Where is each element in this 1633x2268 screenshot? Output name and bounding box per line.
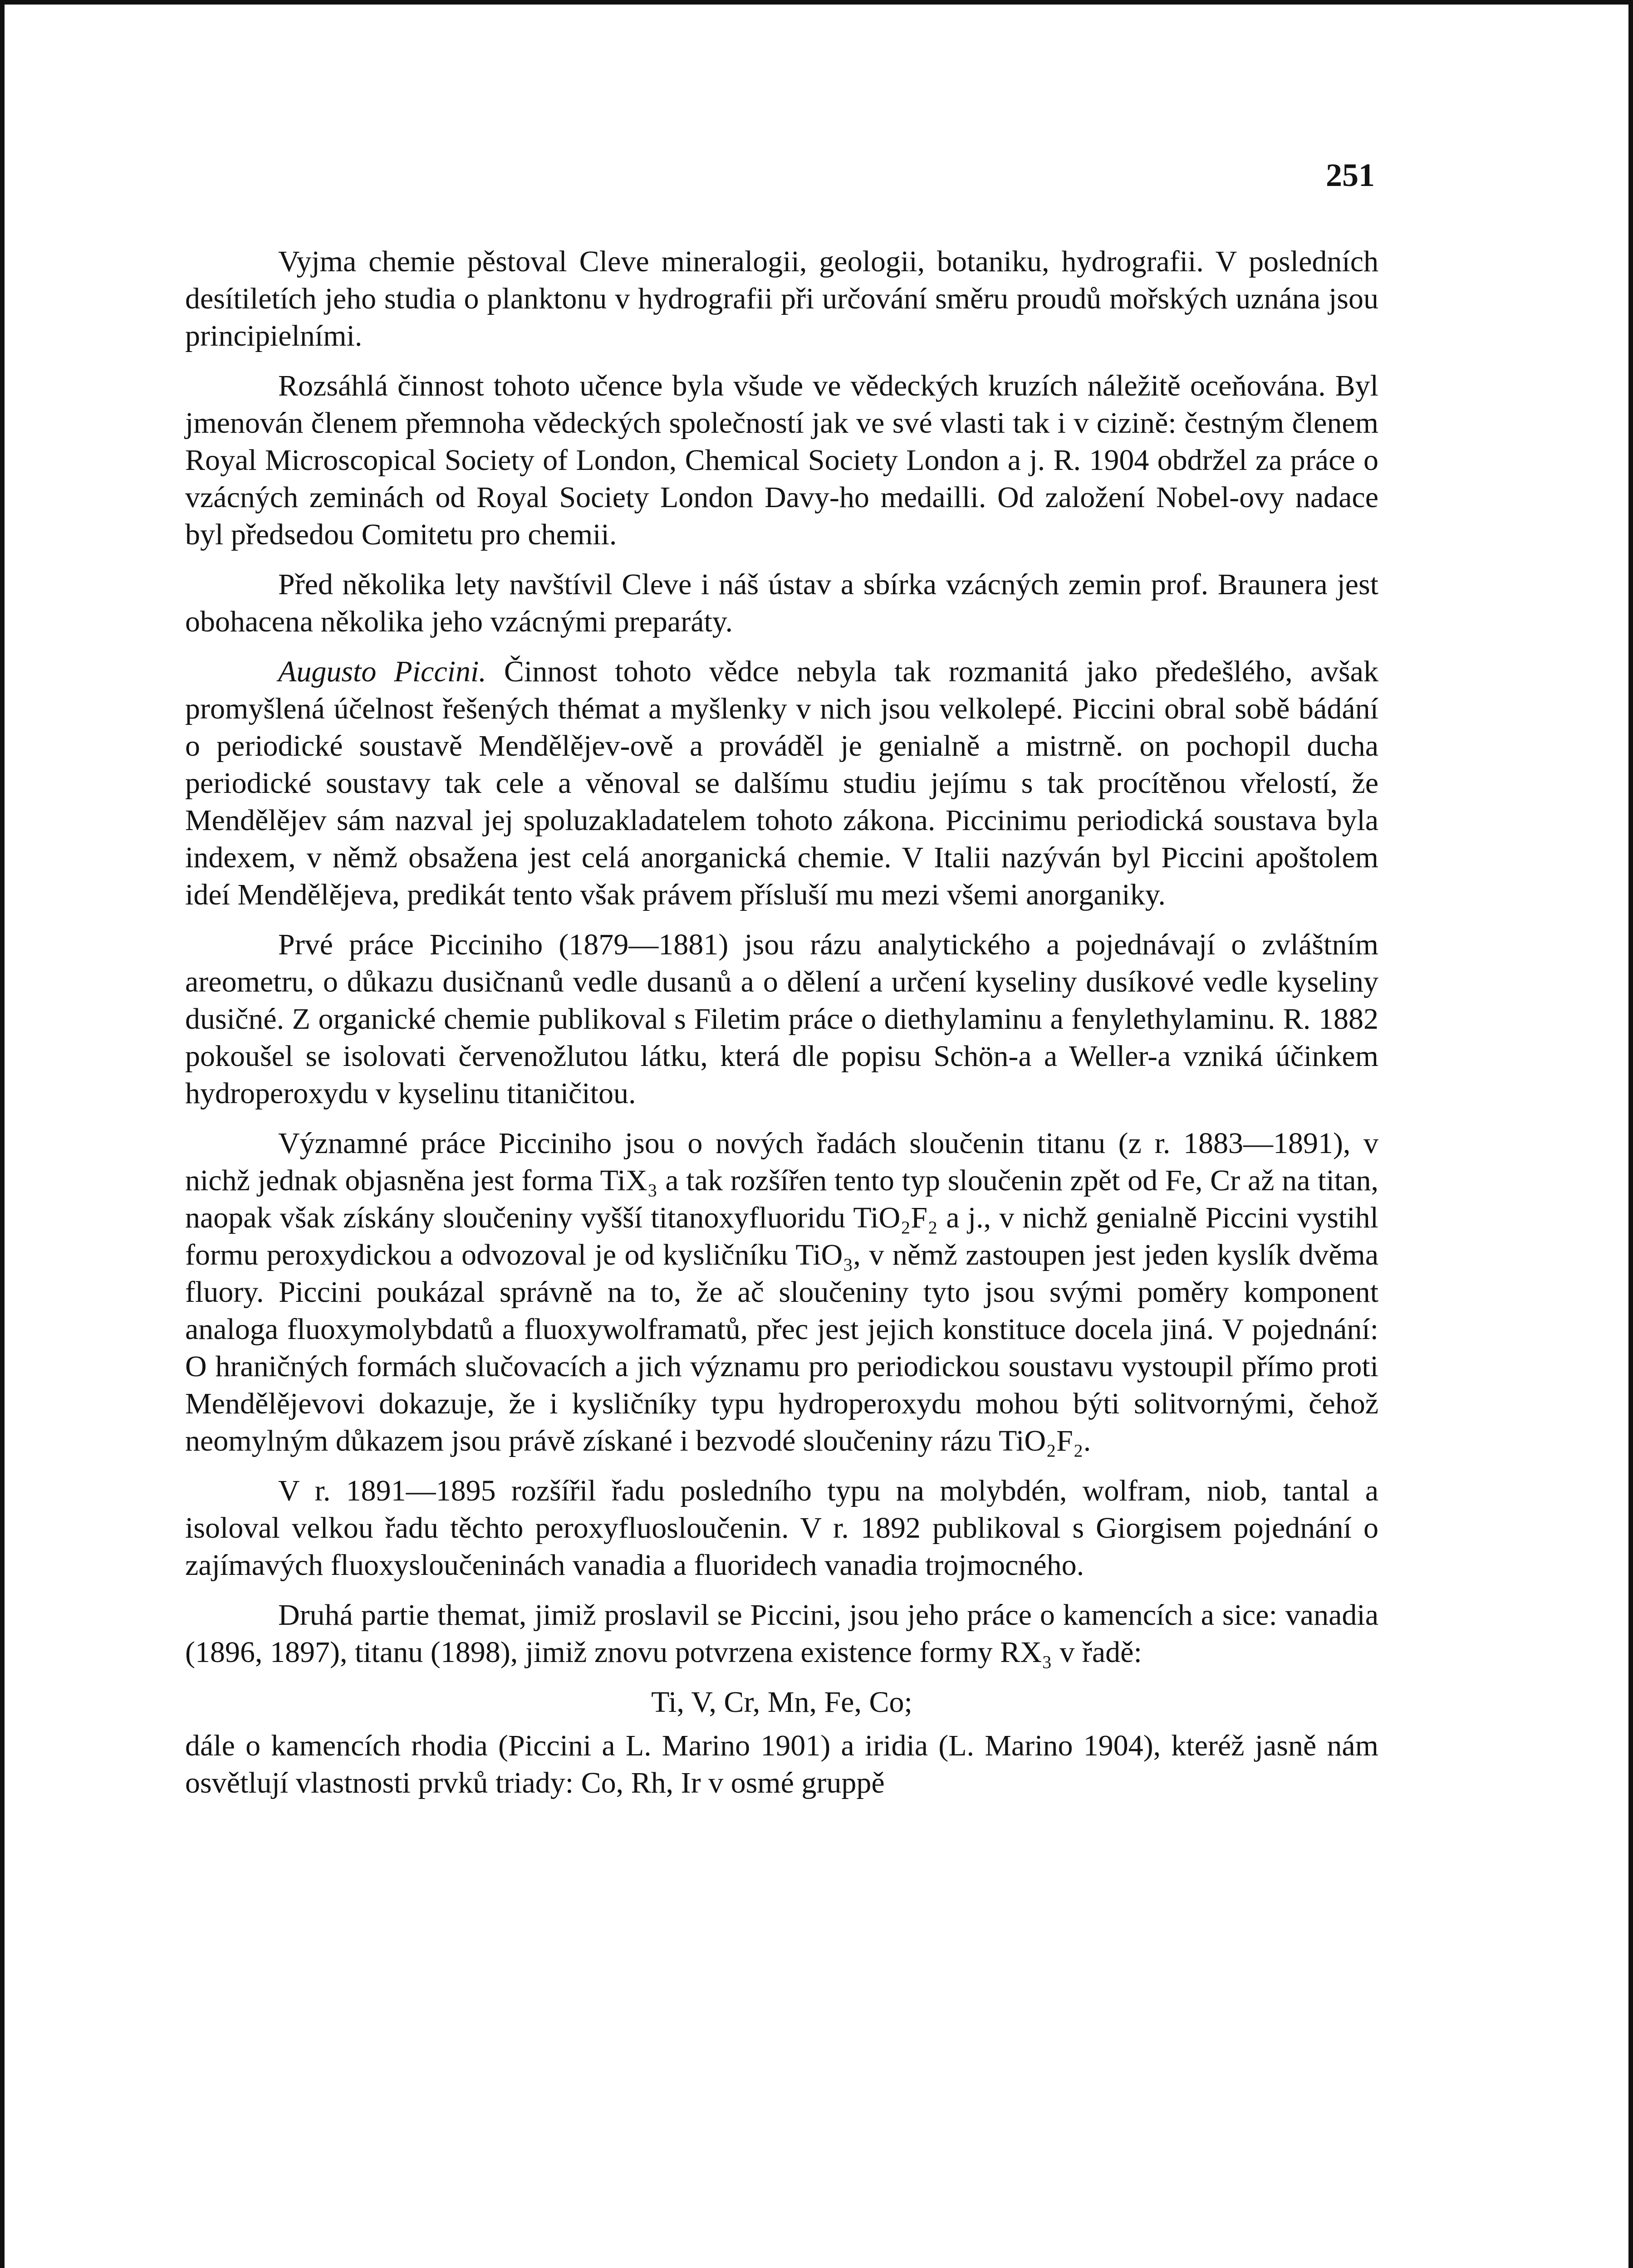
paragraph-piccini-intro-text: Činnost tohoto vědce nebyla tak rozmanitá jako předešlého, avšak promyšlená účelnost řešených thémat a myšlenky v nich jsou velkolepé. Piccini obral sobě bádání o periodické soustavě Mendělějev-ově a prováděl je genialně a mistrně. on pochopil ducha periodické soustavy tak cele a věnoval se dalšímu studiu jejímu s tak procítěnou vřelostí, že Mendělějev sám nazval jej spoluzakladatelem tohoto zákona. Piccinimu periodická soustava byla indexem, v němž obsažena jest celá anorganická chemie. V Italii nazýván byl Piccini apoštolem ideí Mendělějeva, predikát tento však právem přísluší mu mezi všemi anorganiky. [185, 655, 1378, 911]
paragraph-cleve-honors: Rozsáhlá činnost tohoto učence byla všude ve vědeckých kruzích náležitě oceňována. Byl jmenován členem přemnoha vědeckých společností jak ve své vlasti tak i v cizině: čestným členem Royal Microscopical Society of London, Chemical Society London a j. R. 1904 obdržel za práce o vzácných zeminách od Royal Society London Davy-ho medailli. Od založení Nobel-ovy nadace byl předsedou Comitetu pro chemii. [185, 369, 1378, 551]
person-name-piccini: Augusto Piccini. [278, 655, 486, 688]
paragraph-piccini-intro [185, 653, 1378, 914]
paragraph-cleve-interests: Vyjma chemie pěstoval Cleve mineralogii, geologii, botaniku, hydrografii. V posledních desítiletích jeho studia o planktonu v hydrografii při určování směru proudů mořských uznána jsou principielními. [185, 245, 1378, 352]
paragraph-cleve-visit: Před několika lety navštívil Cleve i náš ústav a sbírka vzácných zemin prof. Braunera jest obohacena několika jeho vzácnými preparáty. [185, 568, 1378, 638]
paragraph-piccini-peroxyfluo: V r. 1891—1895 rozšířil řadu posledního typu na molybdén, wolfram, niob, tantal a isoloval velkou řadu těchto peroxyfluosloučenin. V r. 1892 publikoval s Giorgisem pojednání o zajímavých fluoxysloučeninách vanadia a fluoridech vanadia trojmocného. [185, 1474, 1378, 1582]
scan-border-top [0, 0, 1633, 5]
body-text [185, 243, 1378, 1814]
paragraph-piccini-alums: Druhá partie themat, jimiž proslavil se Piccini, jsou jeho práce o kamencích a sice: vanadia (1896, 1897), titanu (1898), jimiž znovu potvrzena existence formy RX₃ v řadě: [185, 1598, 1378, 1669]
page-number: 251 [1326, 157, 1375, 193]
paragraph-piccini-titanium: Významné práce Picciniho jsou o nových řadách sloučenin titanu (z r. 1883—1891), v nichž jednak objasněna jest forma TiX₃ a tak rozšířen tento typ sloučenin zpět od Fe, Cr až na titan, naopak však získány sloučeniny vyšší titanoxyfluoridu TiO₂F₂ a j., v nichž genialně Piccini vystihl formu peroxydickou a odvozoval je od kysličníku TiO₃, v němž zastoupen jest jeden kyslík dvěma fluory. Piccini poukázal správně na to, že ač sloučeniny tyto jsou svými poměry komponent analoga fluoxymolybdatů a fluoxywolframatů, přec jest jejich konstituce docela jiná. V pojednání: O hraničných formách slučovacích a jich významu pro periodickou soustavu vystoupil přímo proti Mendělějevovi dokazuje, že i kysličníky typu hydroperoxydu mohou býti solitvornými, čehož neomylným důkazem jsou právě získané i bezvodé sloučeniny rázu TiO₂F₂. [185, 1127, 1378, 1457]
formula-line: Ti, V, Cr, Mn, Fe, Co; [651, 1686, 912, 1719]
paragraph-piccini-early-work: Prvé práce Picciniho (1879—1881) jsou rázu analytického a pojednávají o zvláštním areometru, o důkazu dusičnanů vedle dusanů a o dělení a určení kyseliny dusíkové vedle kyseliny dusičné. Z organické chemie publikoval s Filetim práce o diethylaminu a fenylethylaminu. R. 1882 pokoušel se isolovati červenožlutou látku, která dle popisu Schön-a a Weller-a vzniká účinkem hydroperoxydu v kyselinu titaničitou. [185, 928, 1378, 1110]
paragraph-final: dále o kamencích rhodia (Piccini a L. Marino 1901) a iridia (L. Marino 1904), kteréž jasně nám osvětlují vlastnosti prvků triady: Co, Rh, Ir v osmé gruppě [185, 1729, 1378, 1799]
scan-border-left [0, 0, 5, 2268]
scan-border-right [1628, 0, 1633, 2268]
